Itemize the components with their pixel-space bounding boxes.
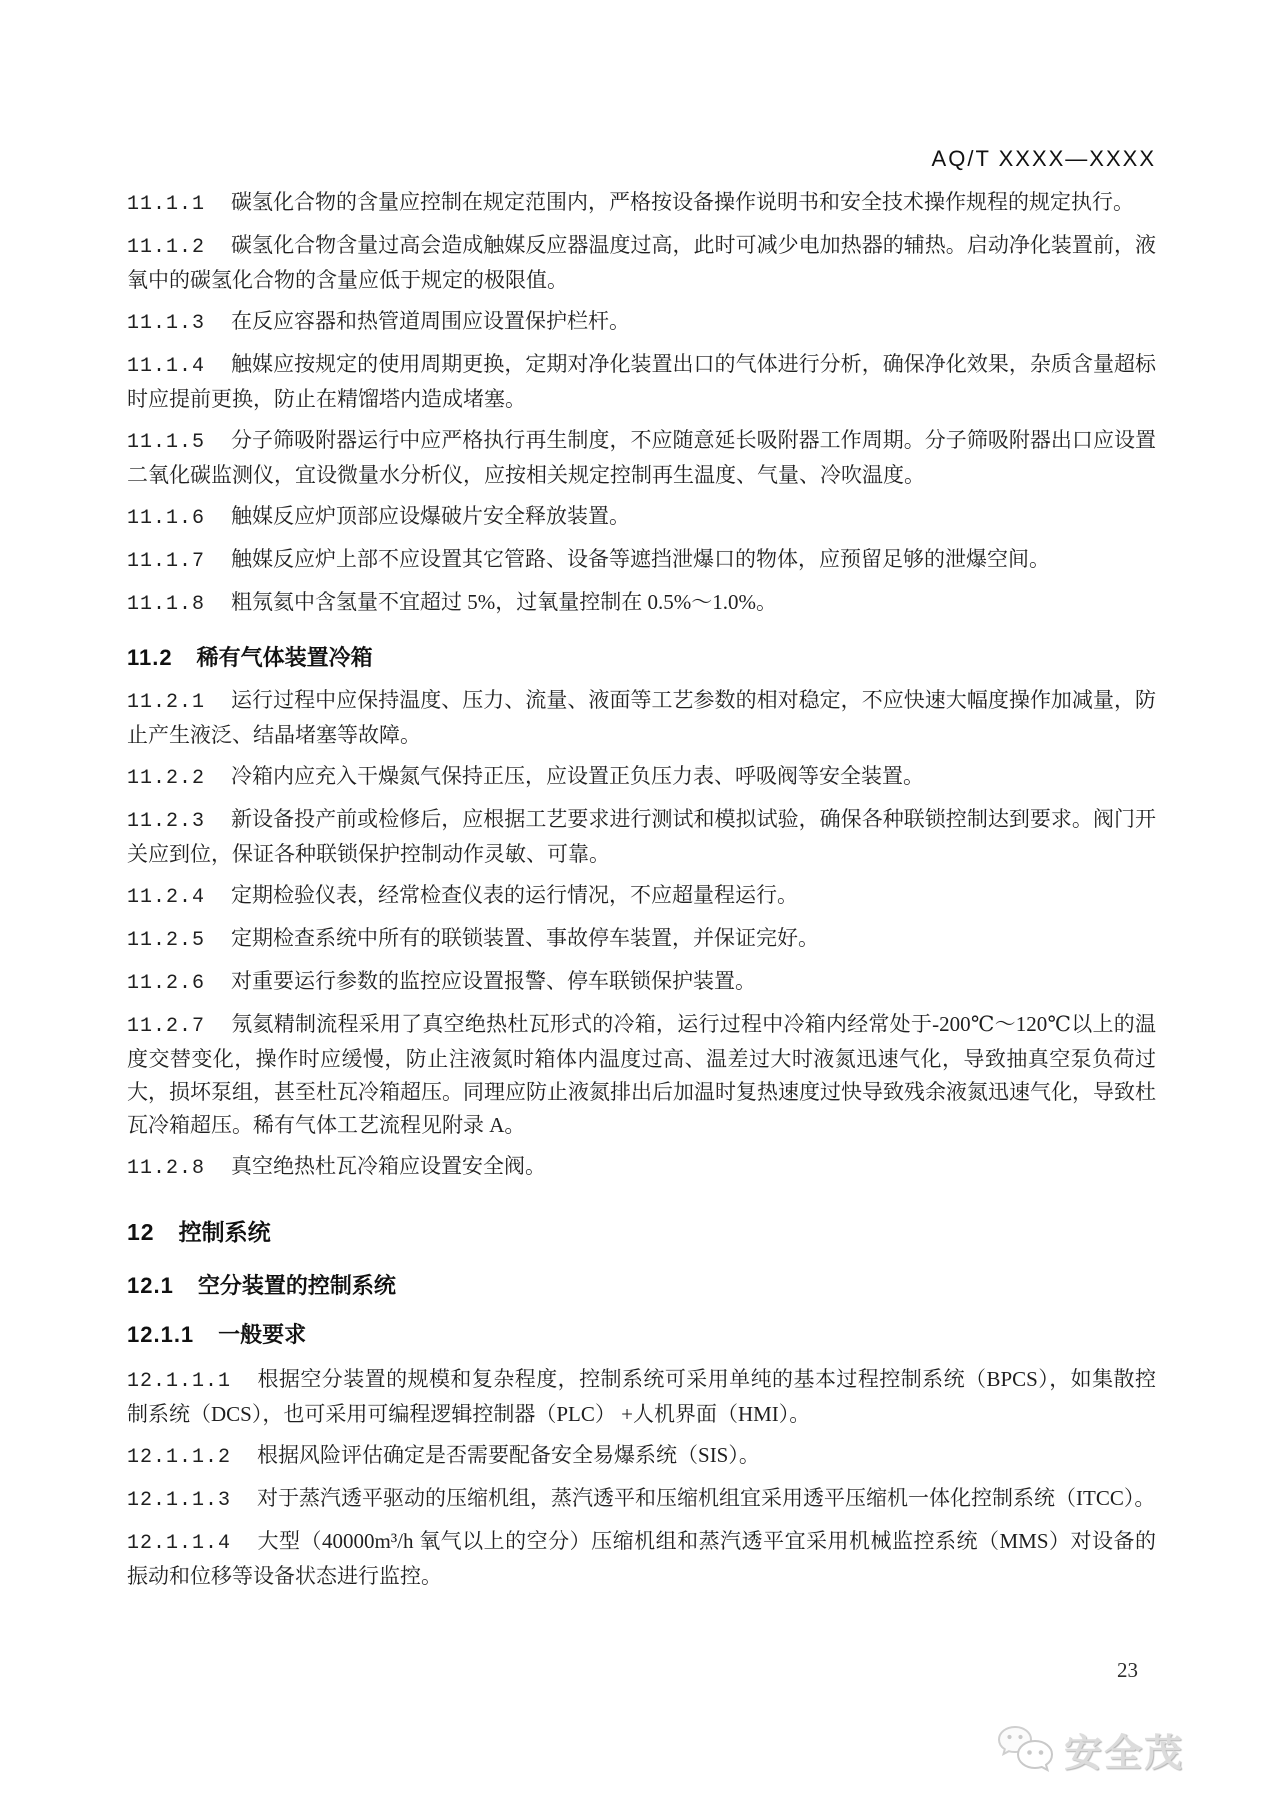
clause-number: 11.1.5 (127, 431, 206, 454)
clause-paragraph (127, 1363, 1156, 1431)
clause-text: 大型（40000m³/h 氧气以上的空分）压缩机组和蒸汽透平宜采用机械监控系统（MMS）对设备的振动和位移等设备状态进行监控。 (127, 1529, 1156, 1588)
clause-number: 11.2.7 (127, 1015, 206, 1038)
clause-number: 12.1.1 (127, 1322, 195, 1347)
clause-text: 触媒反应炉顶部应设爆破片安全释放装置。 (231, 504, 631, 528)
clause-paragraph (127, 1525, 1156, 1593)
document-body (127, 186, 1156, 1601)
clause-paragraph (127, 803, 1156, 871)
clause-number: 11.2.6 (127, 972, 206, 995)
clause-paragraph (127, 229, 1156, 297)
clause-text: 触媒反应炉上部不应设置其它管路、设备等遮挡泄爆口的物体，应预留足够的泄爆空间。 (231, 547, 1051, 571)
clause-paragraph (127, 965, 1156, 1000)
clause-text: 根据空分装置的规模和复杂程度，控制系统可采用单纯的基本过程控制系统（BPCS），如集散控制系统（DCS），也可采用可编程逻辑控制器（PLC） +人机界面（HMI）。 (127, 1367, 1156, 1426)
clause-paragraph (127, 1008, 1156, 1142)
clause-text: 冷箱内应充入干燥氮气保持正压，应设置正负压力表、呼吸阀等安全装置。 (231, 764, 925, 788)
watermark (994, 1722, 1184, 1777)
clause-text: 空分装置的控制系统 (197, 1273, 396, 1298)
clause-text: 定期检验仪表，经常检查仪表的运行情况，不应超量程运行。 (231, 883, 799, 907)
clause-text: 控制系统 (178, 1219, 271, 1245)
clause-text: 氖氦精制流程采用了真空绝热杜瓦形式的冷箱，运行过程中冷箱内经常处于-200℃～120℃以上的温度交替变化，操作时应缓慢，防止注液氮时箱体内温度过高、温差过大时液氮迅速气化，导致抽真空泵负荷过大，损坏泵组，甚至杜瓦冷箱超压。同理应防止液氮排出后加温时复热速度过快导致残余液氮迅速气化，导致杜瓦冷箱超压。稀有气体工艺流程见附录 A。 (127, 1012, 1156, 1137)
clause-number: 11.1.7 (127, 550, 206, 573)
clause-number: 12.1.1.4 (127, 1532, 232, 1555)
clause-number: 11.1.1 (127, 193, 206, 216)
clause-number: 11.2.1 (127, 691, 206, 714)
clause-number: 12 (127, 1219, 155, 1245)
section-heading (127, 641, 1156, 674)
clause-paragraph (127, 500, 1156, 535)
clause-number: 11.2.5 (127, 929, 206, 952)
clause-number: 11.1.8 (127, 593, 206, 616)
clause-number: 11.2.3 (127, 810, 206, 833)
clause-paragraph (127, 1150, 1156, 1185)
clause-paragraph (127, 879, 1156, 914)
watermark-brand-text: 安全茂 (1063, 1733, 1184, 1775)
section-heading (127, 1269, 1156, 1302)
clause-text: 对重要运行参数的监控应设置报警、停车联锁保护装置。 (231, 969, 757, 993)
clause-text: 新设备投产前或检修后，应根据工艺要求进行测试和模拟试验，确保各种联锁控制达到要求。阀门开关应到位，保证各种联锁保护控制动作灵敏、可靠。 (127, 807, 1156, 866)
clause-text: 碳氢化合物的含量应控制在规定范围内，严格按设备操作说明书和安全技术操作规程的规定执行。 (231, 190, 1135, 214)
section-heading (127, 1215, 1156, 1249)
clause-text: 根据风险评估确定是否需要配备安全易爆系统（SIS）。 (257, 1443, 760, 1467)
clause-number: 11.2.8 (127, 1157, 206, 1180)
clause-number: 11.1.6 (127, 507, 206, 530)
clause-paragraph (127, 186, 1156, 221)
clause-paragraph (127, 348, 1156, 416)
clause-text: 分子筛吸附器运行中应严格执行再生制度，不应随意延长吸附器工作周期。分子筛吸附器出口应设置二氧化碳监测仪，宜设微量水分析仪，应按相关规定控制再生温度、气量、冷吹温度。 (127, 428, 1156, 487)
clause-text: 定期检查系统中所有的联锁装置、事故停车装置，并保证完好。 (231, 926, 820, 950)
clause-paragraph (127, 760, 1156, 795)
clause-text: 对于蒸汽透平驱动的压缩机组，蒸汽透平和压缩机组宜采用透平压缩机一体化控制系统（ITCC）。 (257, 1486, 1156, 1510)
clause-text: 真空绝热杜瓦冷箱应设置安全阀。 (231, 1154, 547, 1178)
clause-paragraph (127, 424, 1156, 492)
clause-paragraph (127, 305, 1156, 340)
clause-text: 触媒应按规定的使用周期更换，定期对净化装置出口的气体进行分析，确保净化效果，杂质含量超标时应提前更换，防止在精馏塔内造成堵塞。 (127, 352, 1156, 411)
clause-number: 11.2 (127, 645, 173, 670)
clause-text: 碳氢化合物含量过高会造成触媒反应器温度过高，此时可减少电加热器的辅热。启动净化装置前，液氧中的碳氢化合物的含量应低于规定的极限值。 (127, 233, 1156, 292)
clause-text: 在反应容器和热管道周围应设置保护栏杆。 (231, 309, 631, 333)
clause-number: 11.2.4 (127, 886, 206, 909)
clause-number: 12.1.1.1 (127, 1370, 232, 1393)
clause-number: 12.1.1.2 (127, 1446, 232, 1469)
clause-paragraph (127, 543, 1156, 578)
clause-number: 11.1.3 (127, 312, 206, 335)
clause-text: 粗氖氦中含氢量不宜超过 5%，过氧量控制在 0.5%～1.0%。 (231, 590, 777, 614)
clause-paragraph (127, 1439, 1156, 1474)
clause-number: 11.2.2 (127, 767, 206, 790)
clause-number: 12.1 (127, 1273, 174, 1298)
clause-paragraph (127, 922, 1156, 957)
clause-number: 11.1.4 (127, 355, 206, 378)
section-heading (127, 1318, 1156, 1351)
clause-number: 11.1.2 (127, 236, 206, 259)
clause-paragraph (127, 1482, 1156, 1517)
clause-text: 运行过程中应保持温度、压力、流量、液面等工艺参数的相对稳定，不应快速大幅度操作加减量，防止产生液泛、结晶堵塞等故障。 (127, 688, 1156, 747)
clause-paragraph (127, 586, 1156, 621)
clause-text: 一般要求 (218, 1322, 307, 1347)
standard-number-header: AQ/T XXXX—XXXX (931, 146, 1156, 171)
page-number: 23 (1117, 1658, 1138, 1682)
wechat-icon (994, 1723, 1056, 1777)
clause-number: 12.1.1.3 (127, 1489, 232, 1512)
clause-paragraph (127, 684, 1156, 752)
clause-text: 稀有气体装置冷箱 (196, 645, 373, 670)
